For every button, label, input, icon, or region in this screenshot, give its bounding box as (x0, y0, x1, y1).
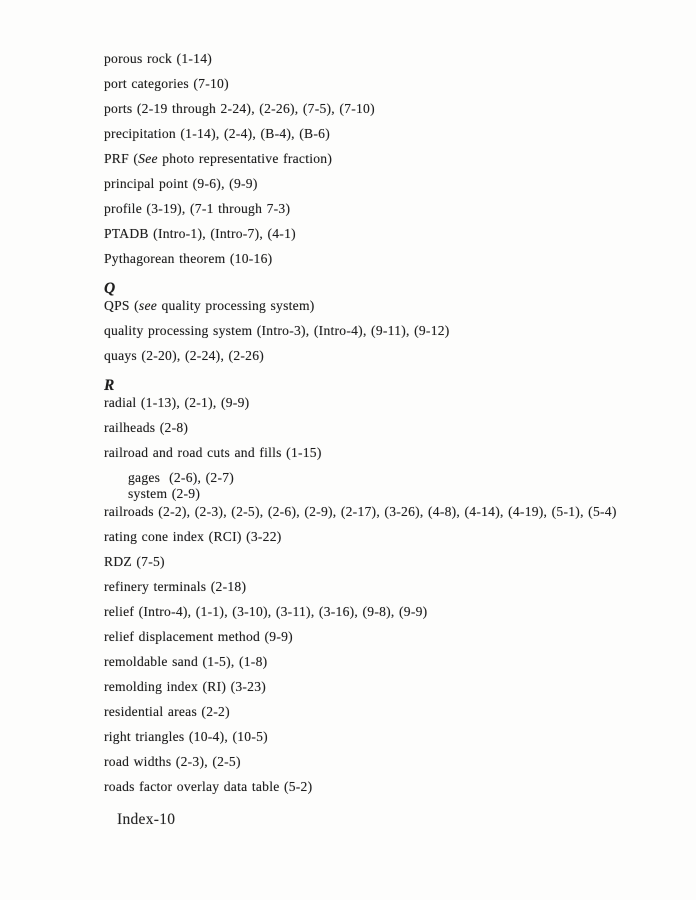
index-entry: precipitation (1-14), (2-4), (B-4), (B-6) (104, 126, 330, 141)
index-subentry: gages (2-6), (2-7) (128, 470, 235, 485)
index-entry: principal point (9-6), (9-9) (104, 176, 258, 191)
index-entry: quays (2-20), (2-24), (2-26) (104, 348, 265, 363)
section-letter: Q (104, 280, 116, 297)
cross-reference-see: see (138, 298, 158, 313)
index-entry: ports (2-19 through 2-24), (2-26), (7-5), (7-10) (104, 101, 375, 116)
index-list (104, 52, 682, 805)
section-letter: R (104, 377, 115, 394)
index-entry: residential areas (2-2) (104, 704, 230, 719)
index-entry: right triangles (10-4), (10-5) (104, 729, 268, 744)
index-entry: porous rock (1-14) (104, 51, 213, 66)
cross-reference-see: See (138, 151, 158, 166)
index-entry: Pythagorean theorem (10-16) (104, 251, 273, 266)
page-number-footer: Index-10 (117, 811, 176, 828)
index-entry: port categories (7-10) (104, 76, 229, 91)
index-entry: refinery terminals (2-18) (104, 579, 247, 594)
index-entry: road widths (2-3), (2-5) (104, 754, 241, 769)
index-entry: roads factor overlay data table (5-2) (104, 779, 313, 794)
index-entry: rating cone index (RCI) (3-22) (104, 529, 282, 544)
index-entry: railheads (2-8) (104, 420, 189, 435)
index-entry: railroads (2-2), (2-3), (2-5), (2-6), (2-9), (2-17), (3-26), (4-8), (4-14), (4-19), (5-1), (5-4) (104, 504, 617, 519)
index-entry: relief displacement method (9-9) (104, 629, 293, 644)
index-entry: PTADB (Intro-1), (Intro-7), (4-1) (104, 226, 296, 241)
index-entry: railroad and road cuts and fills (1-15) (104, 445, 322, 460)
index-entry: remoldable sand (1-5), (1-8) (104, 654, 268, 669)
index-entry: RDZ (7-5) (104, 554, 165, 569)
index-subentry: system (2-9) (128, 486, 201, 501)
index-entry: QPS (see quality processing system) (104, 298, 315, 313)
index-entry: relief (Intro-4), (1-1), (3-10), (3-11), (3-16), (9-8), (9-9) (104, 604, 428, 619)
index-entry: radial (1-13), (2-1), (9-9) (104, 395, 250, 410)
index-entry: remolding index (RI) (3-23) (104, 679, 267, 694)
index-entry: quality processing system (Intro-3), (Intro-4), (9-11), (9-12) (104, 323, 450, 338)
index-entry: profile (3-19), (7-1 through 7-3) (104, 201, 291, 216)
index-entry: PRF (See photo representative fraction) (104, 151, 333, 166)
